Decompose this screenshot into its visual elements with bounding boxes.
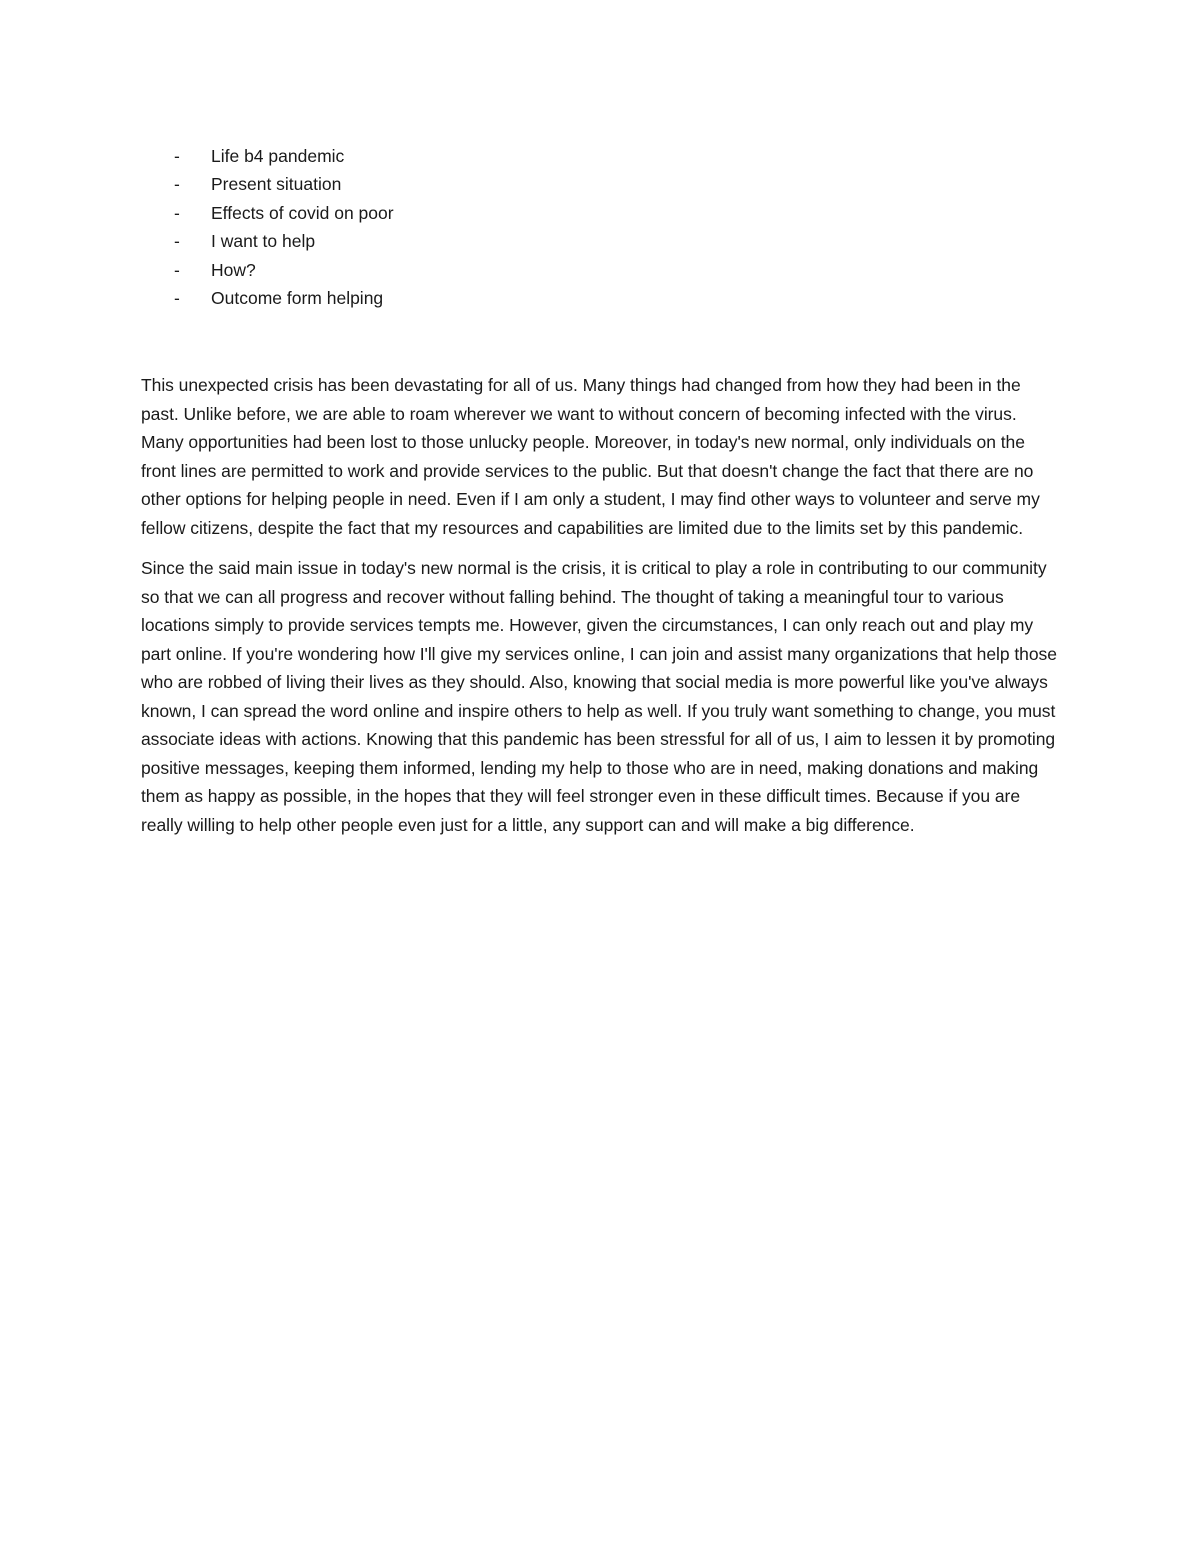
outline-item-text: I want to help <box>211 231 316 252</box>
paragraph: This unexpected crisis has been devastating for all of us. Many things had changed from how they had been in the past. Unlike before, we are able to roam wherever we want to without concern of becoming infected with the virus. Many opportunities had been lost to those unlucky people. Moreover, in today's new normal, only individuals on the front lines are permitted to work and provide services to the public. But that doesn't change the fact that there are no other options for helping people in need. Even if I am only a student, I may find other ways to volunteer and serve my fellow citizens, despite the fact that my resources and capabilities are limited due to the limits set by this pandemic. <box>141 375 1040 538</box>
outline-item <box>174 227 394 255</box>
outline-item <box>174 199 394 227</box>
outline-item-text: Present situation <box>211 174 342 195</box>
outline-list <box>174 142 394 312</box>
essay-body <box>141 371 1061 851</box>
outline-item <box>174 170 394 198</box>
bullet-dash: - <box>174 202 180 223</box>
bullet-dash: - <box>174 259 180 280</box>
paragraph: Since the said main issue in today's new normal is the crisis, it is critical to play a role in contributing to our community so that we can all progress and recover without falling behind. The thought of taking a meaningful tour to various locations simply to provide services tempts me. However, given the circumstances, I can only reach out and play my part online. If you're wondering how I'll give my services online, I can join and assist many organizations that help those who are robbed of living their lives as they should. Also, knowing that social media is more powerful like you've always known, I can spread the word online and inspire others to help as well. If you truly want something to change, you must associate ideas with actions. Knowing that this pandemic has been stressful for all of us, I aim to lessen it by promoting positive messages, keeping them informed, lending my help to those who are in need, making donations and making them as happy as possible, in the hopes that they will feel stronger even in these difficult times. Because if you are really willing to help other people even just for a little, any support can and will make a big difference. <box>141 558 1057 835</box>
outline-item <box>174 284 394 312</box>
outline-item <box>174 142 394 170</box>
bullet-dash: - <box>174 287 180 308</box>
bullet-dash: - <box>174 174 180 195</box>
outline-item-text: Outcome form helping <box>211 287 384 308</box>
outline-item-text: Life b4 pandemic <box>211 146 345 166</box>
bullet-dash: - <box>174 146 180 166</box>
outline-item <box>174 256 394 284</box>
outline-item-text: How? <box>211 259 256 280</box>
outline-item-text: Effects of covid on poor <box>211 202 394 223</box>
bullet-dash: - <box>174 231 180 252</box>
